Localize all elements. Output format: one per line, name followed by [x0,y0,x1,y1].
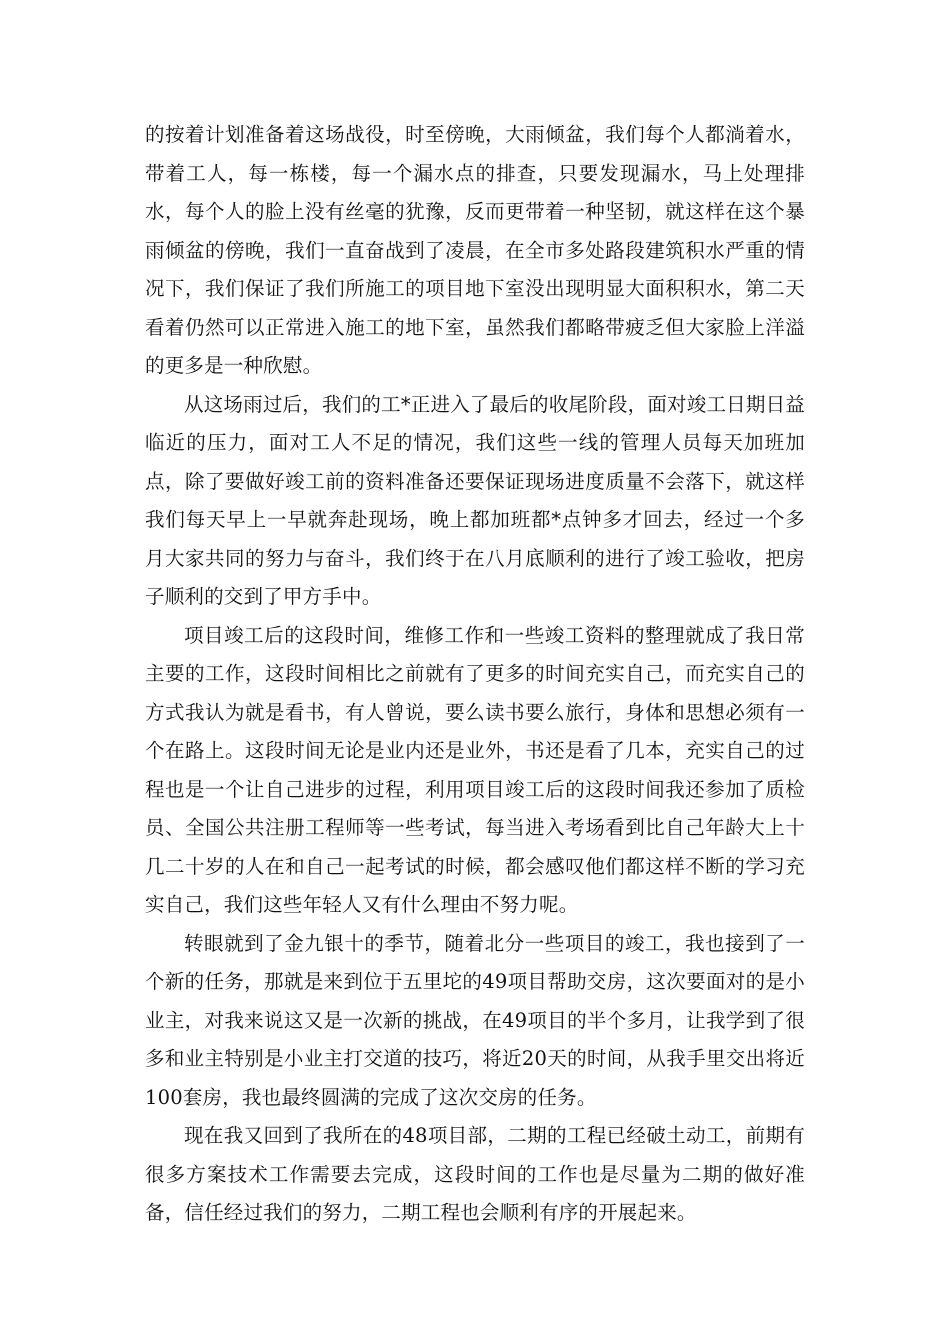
paragraph-continuation: 的按着计划准备着这场战役，时至傍晚，大雨倾盆，我们每个人都淌着水，带着工人，每一栋楼，每一个漏水点的排查，只要发现漏水，马上处理排水，每个人的脸上没有丝毫的犹豫，反而更带着一种坚韧，就这样在这个暴雨倾盆的傍晚，我们一直奋战到了凌晨，在全市多处路段建筑积水严重的情况下，我们保证了我们所施工的项目地下室没出现明显大面积积水，第二天看着仍然可以正常进入施工的地下室，虽然我们都略带疲乏但大家脸上洋溢的更多是一种欣慰。 [145,123,805,377]
document-body [145,116,805,1233]
paragraph-self-study: 项目竣工后的这段时间，维修工作和一些竣工资料的整理就成了我日常主要的工作，这段时间相比之前就有了更多的时间充实自己，而充实自己的方式我认为就是看书，有人曾说，要么读书要么旅行，身体和思想必须有一个在路上。这段时间无论是业内还是业外，书还是看了几本，充实自己的过程也是一个让自己进步的过程，利用项目竣工后的这段时间我还参加了质检员、全国公共注册工程师等一些考试，每当进入考场看到比自己年龄大上十几二十岁的人在和自己一起考试的时候，都会感叹他们都这样不断的学习充实自己，我们这些年轻人又有什么理由不努力呢。 [145,623,805,916]
paragraph-current-project: 现在我又回到了我所在的48项目部，二期的工程已经破土动工，前期有很多方案技术工作需要去完成，这段时间的工作也是尽量为二期的做好准备，信任经过我们的努力，二期工程也会顺利有序的开展起来。 [145,1124,805,1224]
paragraph-handover-task: 转眼就到了金九银十的季节，随着北分一些项目的竣工，我也接到了一个新的任务，那就是来到位于五里坨的49项目帮助交房，这次要面对的是小业主，对我来说这又是一次新的挑战，在49项目的半个多月，让我学到了很多和业主特别是小业主打交道的技巧，将近20天的时间，从我手里交出将近100套房，我也最终圆满的完成了这次交房的任务。 [145,931,805,1109]
paragraph-completion: 从这场雨过后，我们的工*正进入了最后的收尾阶段，面对竣工日期日益临近的压力，面对工人不足的情况，我们这些一线的管理人员每天加班加点，除了要做好竣工前的资料准备还要保证现场进度质量不会落下，就这样我们每天早上一早就奔赴现场，晚上都加班都*点钟多才回去，经过一个多月大家共同的努力与奋斗，我们终于在八月底顺利的进行了竣工验收，把房子顺利的交到了甲方手中。 [145,392,805,608]
